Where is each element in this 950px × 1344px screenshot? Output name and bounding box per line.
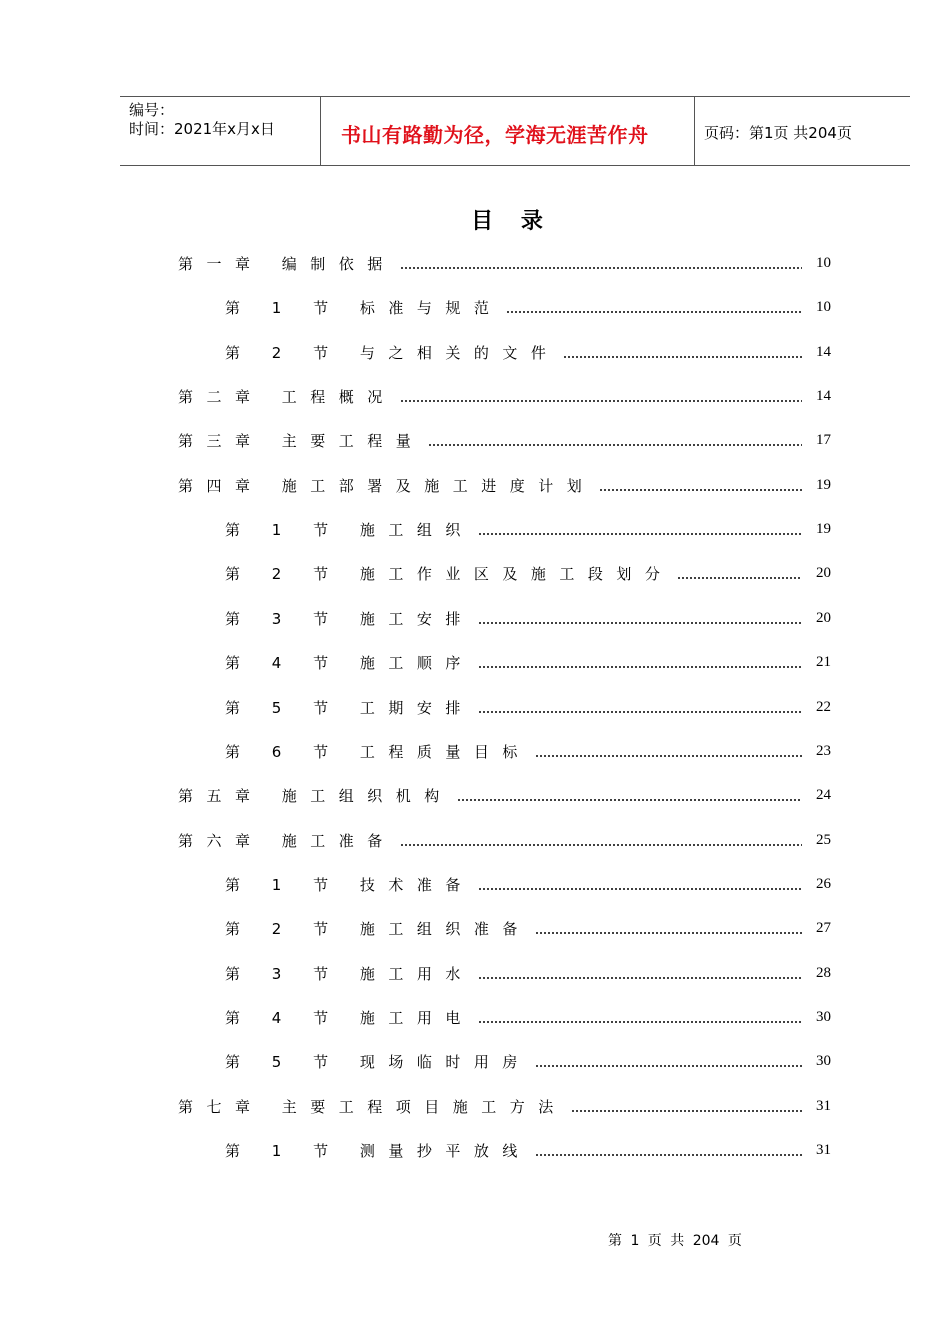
- toc-page-number: 23: [816, 742, 831, 759]
- toc-page-number: 19: [816, 520, 831, 537]
- toc-entry[interactable]: [225, 695, 842, 719]
- toc-dot-leader: [457, 799, 802, 801]
- toc-entry[interactable]: [178, 828, 842, 852]
- toc-dot-leader: [563, 356, 802, 358]
- toc-entry-label: 第 2 节 与之相关的文件: [225, 343, 560, 362]
- toc-entry-label: 第 5 节 现场临时用房: [225, 1052, 531, 1071]
- toc-page-number: 31: [816, 1097, 831, 1114]
- toc-entry-label: 第 3 节 施工安排: [225, 609, 474, 628]
- toc-title: 目 录: [471, 209, 553, 234]
- toc-page-number: 20: [816, 564, 831, 581]
- toc-entry[interactable]: [225, 561, 842, 585]
- toc-page-number: 27: [816, 919, 831, 936]
- toc-page-number: 14: [816, 387, 831, 404]
- page-footer: 第 1 页 共 204 页: [608, 1233, 742, 1249]
- time-label: 时间：2021年x月x日: [129, 120, 275, 138]
- toc-dot-leader: [535, 1065, 802, 1067]
- toc-dot-leader: [478, 1021, 802, 1023]
- toc-page-number: 20: [816, 609, 831, 626]
- toc-page-number: 30: [816, 1008, 831, 1025]
- toc-dot-leader: [535, 755, 802, 757]
- toc-dot-leader: [400, 267, 802, 269]
- toc-dot-leader: [478, 622, 802, 624]
- toc-entry[interactable]: [178, 1094, 842, 1118]
- toc-dot-leader: [400, 844, 802, 846]
- toc-entry[interactable]: [178, 783, 842, 807]
- toc-entry[interactable]: [178, 428, 842, 452]
- toc-page-number: 26: [816, 875, 831, 892]
- toc-dot-leader: [535, 1154, 802, 1156]
- toc-entry[interactable]: [178, 251, 842, 275]
- toc-dot-leader: [506, 311, 802, 313]
- toc-page-number: 21: [816, 653, 831, 670]
- toc-entry-label: 第 4 节 施工用电: [225, 1008, 474, 1027]
- toc-entry-label: 第四章 施工部署及施工进度计划: [178, 476, 596, 495]
- toc-page-number: 19: [816, 476, 831, 493]
- toc-page-number: 22: [816, 698, 831, 715]
- toc-entry-label: 第 6 节 工程质量目标: [225, 742, 531, 761]
- toc-dot-leader: [478, 977, 802, 979]
- toc-entry[interactable]: [225, 1005, 842, 1029]
- toc-entry-label: 第 2 节 施工作业区及施工段划分: [225, 564, 674, 583]
- toc-entry[interactable]: [178, 473, 842, 497]
- toc-entry[interactable]: [225, 650, 842, 674]
- toc-page-number: 10: [816, 298, 831, 315]
- toc-dot-leader: [677, 577, 802, 579]
- toc-entry[interactable]: [178, 384, 842, 408]
- toc-dot-leader: [571, 1110, 802, 1112]
- toc-dot-leader: [535, 932, 802, 934]
- toc-dot-leader: [599, 489, 802, 491]
- toc-entry[interactable]: [225, 517, 842, 541]
- header-motto-cell: [321, 97, 695, 165]
- toc-entry-label: 第 1 节 测量抄平放线: [225, 1141, 531, 1160]
- toc-entry-label: 第三章 主要工程量: [178, 431, 425, 450]
- number-label: 编号：: [129, 101, 175, 119]
- toc-entry-label: 第 1 节 施工组织: [225, 520, 474, 539]
- toc-page-number: 28: [816, 964, 831, 981]
- toc-entry[interactable]: [225, 872, 842, 896]
- toc-page-number: 17: [816, 431, 831, 448]
- toc-entry-label: 第 5 节 工期安排: [225, 698, 474, 717]
- header-page-cell: [695, 97, 910, 165]
- toc-entry[interactable]: [225, 739, 842, 763]
- toc-entry-label: 第五章 施工组织机构: [178, 786, 453, 805]
- document-header: [120, 96, 910, 166]
- toc-page-number: 31: [816, 1141, 831, 1158]
- toc-dot-leader: [478, 533, 802, 535]
- toc-entry-label: 第 1 节 标准与规范: [225, 298, 503, 317]
- toc-dot-leader: [428, 444, 802, 446]
- toc-entry-label: 第 3 节 施工用水: [225, 964, 474, 983]
- toc-dot-leader: [400, 400, 802, 402]
- toc-page-number: 30: [816, 1052, 831, 1069]
- toc-entry[interactable]: [225, 916, 842, 940]
- toc-entry-label: 第 2 节 施工组织准备: [225, 919, 531, 938]
- toc-entry-label: 第 4 节 施工顺序: [225, 653, 474, 672]
- toc-entry[interactable]: [225, 961, 842, 985]
- toc-dot-leader: [478, 711, 802, 713]
- toc-entry-label: 第 1 节 技术准备: [225, 875, 474, 894]
- header-meta-cell: [120, 97, 321, 165]
- toc-entry-label: 第二章 工程概况: [178, 387, 396, 406]
- header-page-info: 页码：第1页 共204页: [704, 124, 852, 142]
- toc-entry[interactable]: [225, 295, 842, 319]
- toc-dot-leader: [478, 888, 802, 890]
- toc-entry-label: 第六章 施工准备: [178, 831, 396, 850]
- toc-entry[interactable]: [225, 606, 842, 630]
- toc-page-number: 10: [816, 254, 831, 271]
- toc-entry-label: 第一章 编制依据: [178, 254, 396, 273]
- toc-entry[interactable]: [225, 1138, 842, 1162]
- toc-entry[interactable]: [225, 1049, 842, 1073]
- toc-page-number: 14: [816, 343, 831, 360]
- toc-entry-label: 第七章 主要工程项目施工方法: [178, 1097, 567, 1116]
- toc-entry[interactable]: [225, 340, 842, 364]
- toc-page-number: 25: [816, 831, 831, 848]
- toc-dot-leader: [478, 666, 802, 668]
- motto-text: 书山有路勤为径，学海无涯苦作舟: [341, 123, 649, 147]
- toc-page-number: 24: [816, 786, 831, 803]
